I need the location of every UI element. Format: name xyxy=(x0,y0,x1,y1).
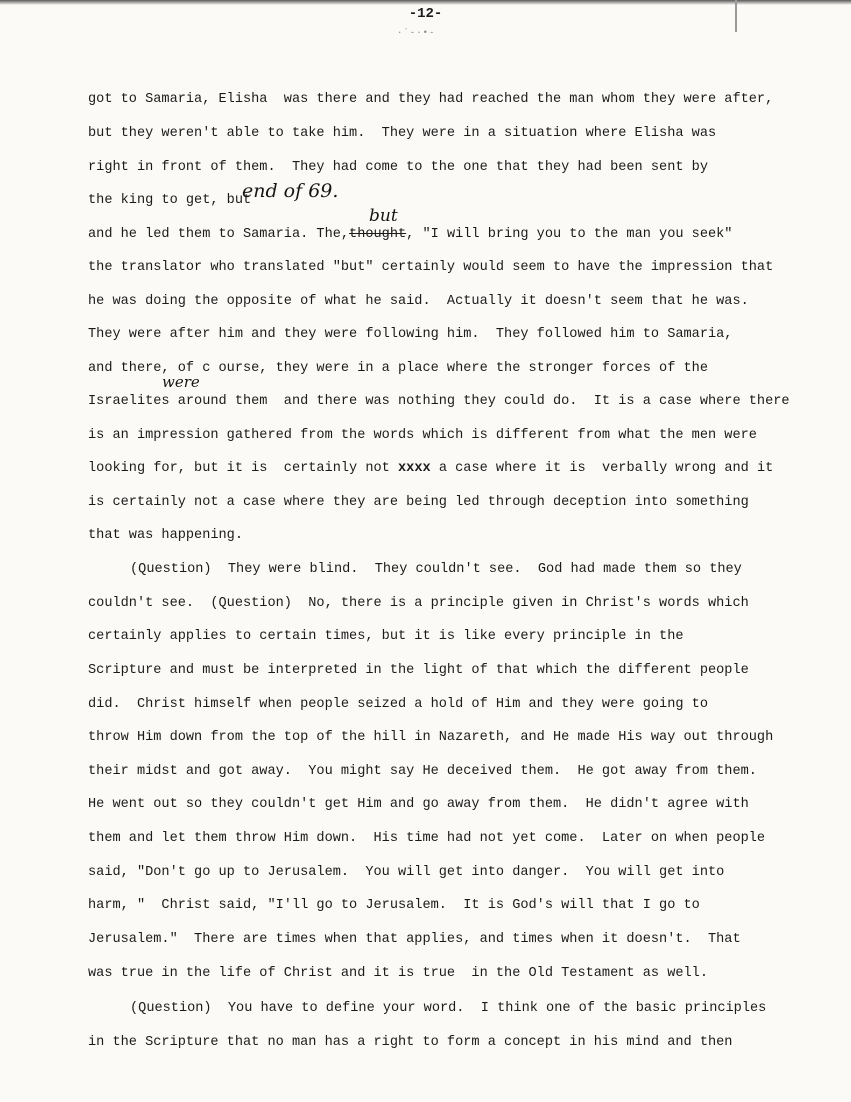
text-line: throw Him down from the top of the hill in Nazareth, and He made His way out through xyxy=(88,730,774,745)
text-line: is certainly not a case where they are being led through deception into something xyxy=(88,495,749,510)
text-line: harm, " Christ said, "I'll go to Jerusalem. It is God's will that I go to xyxy=(88,898,700,913)
text-line: but they weren't able to take him. They were in a situation where Elisha was xyxy=(88,126,717,141)
strikeover-mark: xxxx xyxy=(398,461,431,476)
struck-word: thought xyxy=(349,227,407,242)
text-line: Israelites around them and there was nothing they could do. It is a case where there xyxy=(88,394,790,409)
text-line: them and let them throw Him down. His time had not yet come. Later on when people xyxy=(88,831,766,846)
text-line: couldn't see. (Question) No, there is a principle given in Christ's words which xyxy=(88,596,749,611)
text-line: looking for, but it is certainly not xxxx a case where it is verbally wrong and it xyxy=(88,461,774,476)
page-number: -12- xyxy=(408,6,443,22)
handwritten-insert-but: but xyxy=(369,206,398,226)
text-line: got to Samaria, Elisha was there and they had reached the man whom they were after, xyxy=(88,92,774,107)
text-line: He went out so they couldn't get Him and go away from them. He didn't agree with xyxy=(88,797,749,812)
text-line: did. Christ himself when people seized a hold of Him and they were going to xyxy=(88,697,708,712)
text-line: They were after him and they were following him. They followed him to Samaria, xyxy=(88,327,733,342)
scan-top-edge xyxy=(0,0,851,5)
text-line: and he led them to Samaria. The,thought, "I will bring you to the man you seek" xyxy=(88,227,733,242)
text-line: the translator who translated "but" certainly would seem to have the impression that xyxy=(88,260,774,275)
text-line: said, "Don't go up to Jerusalem. You will get into danger. You will get into xyxy=(88,865,725,880)
text-line: right in front of them. They had come to the one that they had been sent by xyxy=(88,160,708,175)
text-line: that was happening. xyxy=(88,528,243,543)
text-line: in the Scripture that no man has a right to form a concept in his mind and then xyxy=(88,1035,733,1050)
text-line: Scripture and must be interpreted in the light of that which the different people xyxy=(88,663,749,678)
handwritten-end-note: end of 69. xyxy=(242,180,339,202)
text-line: (Question) They were blind. They couldn't see. God had made them so they xyxy=(130,562,742,577)
text-line: certainly applies to certain times, but it is like every principle in the xyxy=(88,629,684,644)
handwritten-insert-were: were xyxy=(162,373,200,391)
text-line: he was doing the opposite of what he said. Actually it doesn't seem that he was. xyxy=(88,294,749,309)
text-line: is an impression gathered from the words which is different from what the men were xyxy=(88,428,757,443)
text-line: Jerusalem." There are times when that applies, and times when it doesn't. That xyxy=(88,932,741,947)
text-line: (Question) You have to define your word. I think one of the basic principles xyxy=(130,1001,767,1016)
stray-marks: ·´‐·•‐ xyxy=(397,28,436,38)
text-line: their midst and got away. You might say He deceived them. He got away from them. xyxy=(88,764,757,779)
text-line: and there, of c ourse, they were in a place where the stronger forces of the xyxy=(88,361,708,376)
text-line: the king to get, but xyxy=(88,193,252,208)
text-line: was true in the life of Christ and it is true in the Old Testament as well. xyxy=(88,966,708,981)
